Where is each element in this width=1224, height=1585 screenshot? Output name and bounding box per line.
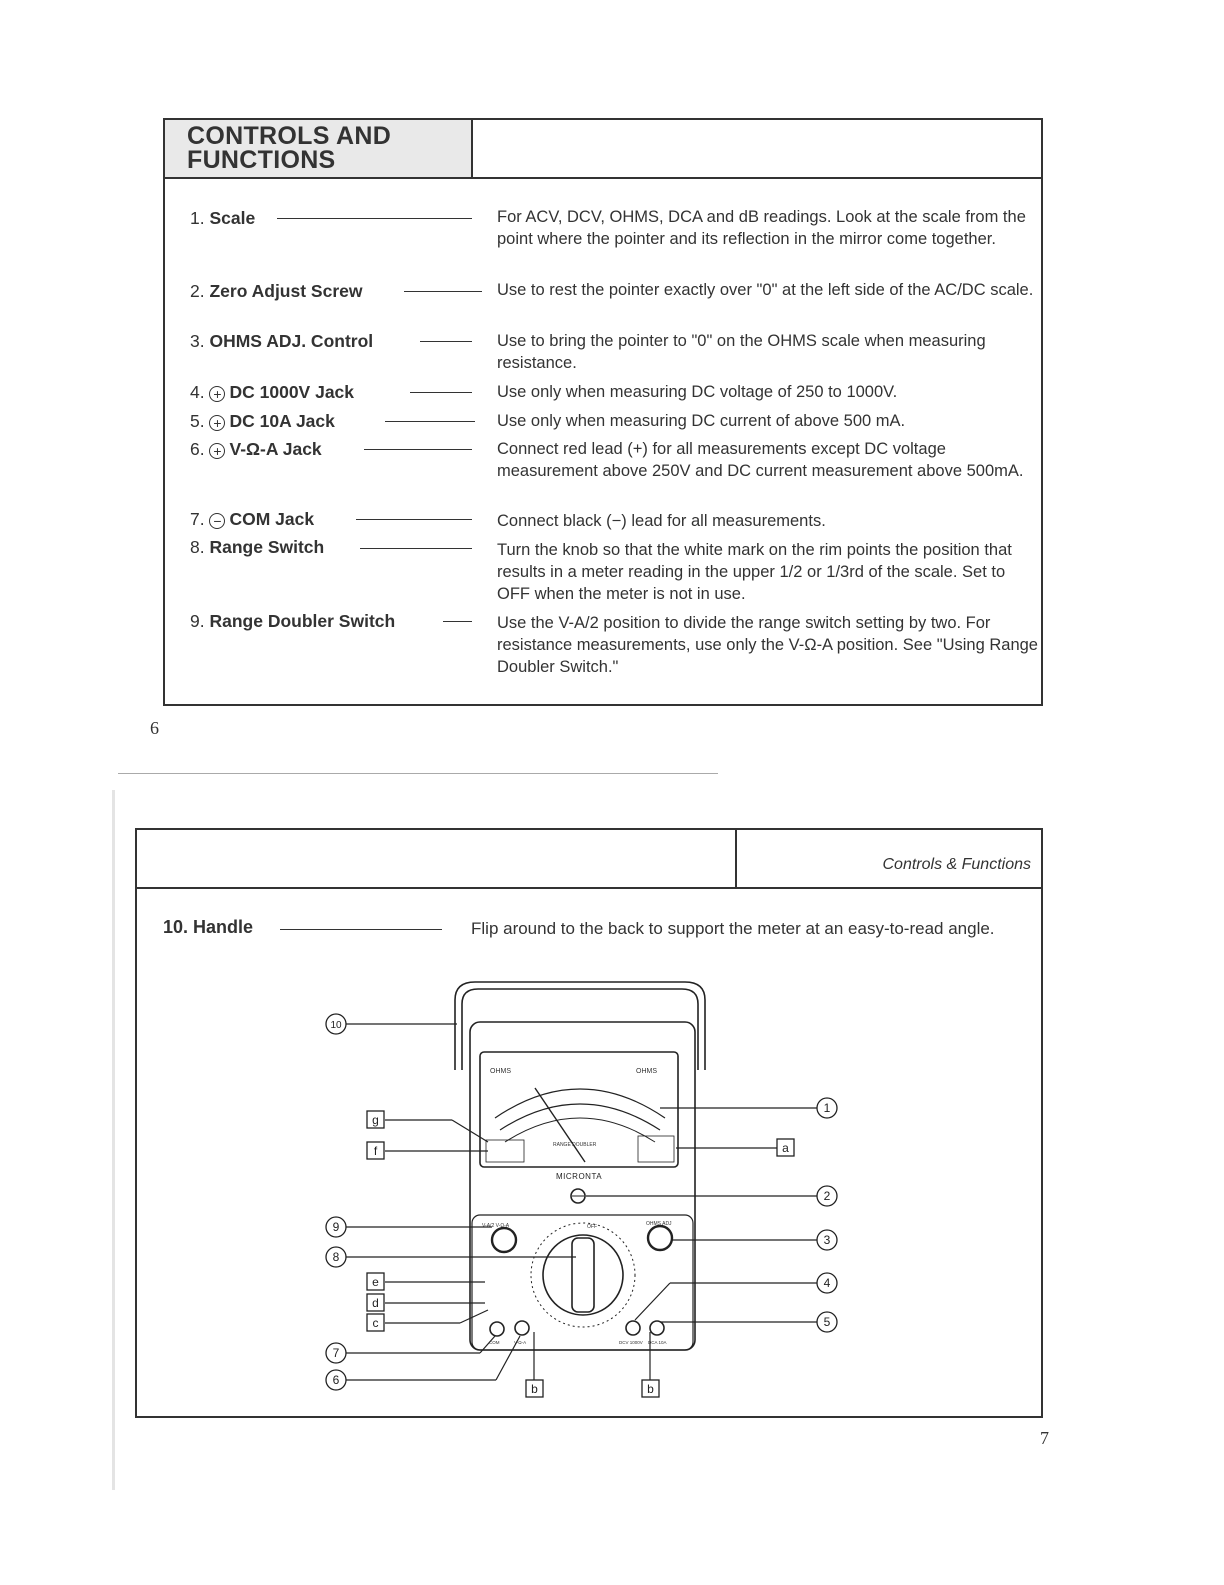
svg-text:a: a [782, 1141, 789, 1155]
scale-arc-inner [500, 1104, 660, 1130]
item-ohms-adj-control: 3. OHMS ADJ. Control [190, 331, 374, 351]
callout-b-left [526, 1380, 543, 1397]
callout-9 [326, 1217, 346, 1237]
range-doubler-switch [492, 1228, 516, 1252]
callout-2 [817, 1186, 837, 1206]
item-zero-adjust-screw: 2. Zero Adjust Screw [190, 281, 363, 301]
svg-text:c: c [372, 1316, 379, 1330]
v-ohm-a-jack [515, 1321, 529, 1335]
callout-7 [326, 1343, 346, 1363]
com-jack [490, 1322, 504, 1336]
desc-range-switch: Turn the knob so that the white mark on the rim points the position that results in a meter reading in the upper 1/2 or 1/3rd of the scale. Set to OFF when the meter is not in use. [497, 541, 1012, 603]
plus-icon: + [209, 415, 225, 431]
callout-e [367, 1273, 384, 1290]
page-number: 7 [1040, 1428, 1049, 1448]
desc-scale: For ACV, DCV, OHMS, DCA and dB readings. Look at the scale from the point where the pointer and its reflection in the mirror come together. [497, 208, 1026, 248]
scale-ohms-right: OHMS [636, 1068, 657, 1075]
svg-text:2: 2 [823, 1189, 831, 1203]
leader-line [277, 218, 472, 219]
svg-text:f: f [373, 1144, 378, 1158]
svg-text:b: b [531, 1382, 538, 1396]
item-handle: 10. Handle [163, 917, 254, 937]
svg-text:e: e [372, 1275, 379, 1289]
callout-6 [326, 1370, 346, 1390]
svg-text:10: 10 [330, 1020, 342, 1031]
svg-text:3: 3 [823, 1233, 831, 1247]
callout-1 [817, 1098, 837, 1118]
page-separator [118, 773, 718, 774]
jack-label-dc-1000v: DCV 1000V [619, 1340, 643, 1345]
leader-line [280, 929, 442, 930]
scale-ohms-left: OHMS [490, 1068, 511, 1075]
callout-d [367, 1294, 384, 1311]
plus-icon: + [209, 386, 225, 402]
pointer [535, 1088, 585, 1162]
handle-inner [462, 989, 698, 1070]
callout-line-6 [496, 1336, 520, 1380]
header-divider [735, 830, 737, 887]
leader-line [364, 449, 472, 450]
item-v-ohm-a-jack: 6. + V-Ω-A Jack [190, 439, 322, 459]
item-dc-10a-jack: 5. + DC 10A Jack [190, 411, 335, 431]
binding-edge [112, 790, 115, 1490]
item-com-jack: 7. − COM Jack [190, 509, 315, 529]
callout-c [367, 1314, 384, 1331]
desc-dc-10a-jack: Use only when measuring DC current of above 500 mA. [497, 412, 906, 430]
range-doubler-print: RANGE DOUBLER [553, 1142, 597, 1148]
callout-g [367, 1111, 384, 1128]
scale-arc-lower [505, 1118, 655, 1142]
ohms-adj-knob [648, 1226, 672, 1250]
callout-4 [817, 1273, 837, 1293]
desc-handle: Flip around to the back to support the meter at an easy-to-read angle. [471, 919, 995, 938]
svg-text:g: g [372, 1113, 379, 1127]
page-title [187, 124, 391, 172]
minus-icon: − [209, 513, 225, 529]
desc-range-doubler-switch: Use the V-A/2 position to divide the range switch setting by two. For resistance measurements, use only the V-Ω-A position. See "Using Range Doubler Switch." [497, 614, 1038, 676]
item-range-doubler-switch: 9. Range Doubler Switch [190, 611, 396, 631]
leader-line [404, 291, 482, 292]
multimeter-diagram [300, 970, 880, 1410]
svg-text:9: 9 [332, 1220, 340, 1234]
callout-line-c [460, 1310, 488, 1323]
scale-legend-left [486, 1140, 524, 1162]
callout-10 [326, 1014, 346, 1034]
title-line-2: FUNCTIONS [187, 146, 336, 174]
callout-f [367, 1142, 384, 1159]
jack-label-com: COM [489, 1340, 500, 1345]
desc-dc-1000v-jack: Use only when measuring DC voltage of 250 to 1000V. [497, 383, 898, 401]
jack-label-dc-10a: DCA 10A [648, 1340, 667, 1345]
desc-zero-adjust-screw: Use to rest the pointer exactly over "0" at the left side of the AC/DC scale. [497, 281, 1034, 299]
item-dc-1000v-jack: 4. + DC 1000V Jack [190, 382, 355, 402]
range-switch-grip [572, 1238, 594, 1312]
jack-label-v-ohm-a: V-Ω-A [514, 1340, 527, 1345]
brand-logo: MICRONTA [556, 1172, 603, 1181]
svg-text:6: 6 [332, 1373, 340, 1387]
svg-text:4: 4 [823, 1276, 831, 1290]
svg-text:1: 1 [823, 1101, 831, 1115]
desc-ohms-adj-control: Use to bring the pointer to "0" on the OHMS scale when measuring resistance. [497, 332, 986, 372]
svg-text:b: b [647, 1382, 654, 1396]
callout-a [777, 1139, 794, 1156]
range-switch-knob [543, 1235, 623, 1315]
page-number: 6 [150, 718, 159, 738]
svg-text:7: 7 [332, 1346, 340, 1360]
knob-left-label: V-A/2 V-Ω-A [482, 1223, 510, 1229]
section-title: Controls & Functions [882, 856, 1031, 873]
svg-text:d: d [372, 1296, 379, 1310]
dc-10a-jack [650, 1321, 664, 1335]
scale-legend-right [638, 1136, 674, 1162]
svg-text:8: 8 [332, 1250, 340, 1264]
item-scale: 1. Scale [190, 208, 256, 228]
plus-icon: + [209, 443, 225, 459]
svg-text:5: 5 [823, 1315, 831, 1329]
callout-5 [817, 1312, 837, 1332]
title-cell [165, 120, 473, 177]
dc-1000v-jack [626, 1321, 640, 1335]
desc-v-ohm-a-jack: Connect red lead (+) for all measurements except DC voltage measurement above 250V and DC current measurement above 500mA. [497, 440, 1024, 480]
callout-3 [817, 1230, 837, 1250]
leader-line [360, 548, 472, 549]
leader-line [420, 341, 472, 342]
desc-com-jack: Connect black (−) lead for all measurements. [497, 512, 826, 530]
knob-right-label: OHMS ADJ [646, 1221, 672, 1227]
leader-line [385, 421, 475, 422]
callout-8 [326, 1247, 346, 1267]
callout-b-right [642, 1380, 659, 1397]
leader-line [356, 519, 472, 520]
leader-line [410, 392, 472, 393]
table-header [165, 120, 1041, 179]
table-header [137, 830, 1041, 889]
handle-outline [455, 982, 705, 1070]
leader-line [443, 621, 472, 622]
knob-top-label: OFF [587, 1224, 597, 1230]
title-line-1: CONTROLS AND [187, 122, 392, 150]
item-range-switch: 8. Range Switch [190, 537, 325, 557]
